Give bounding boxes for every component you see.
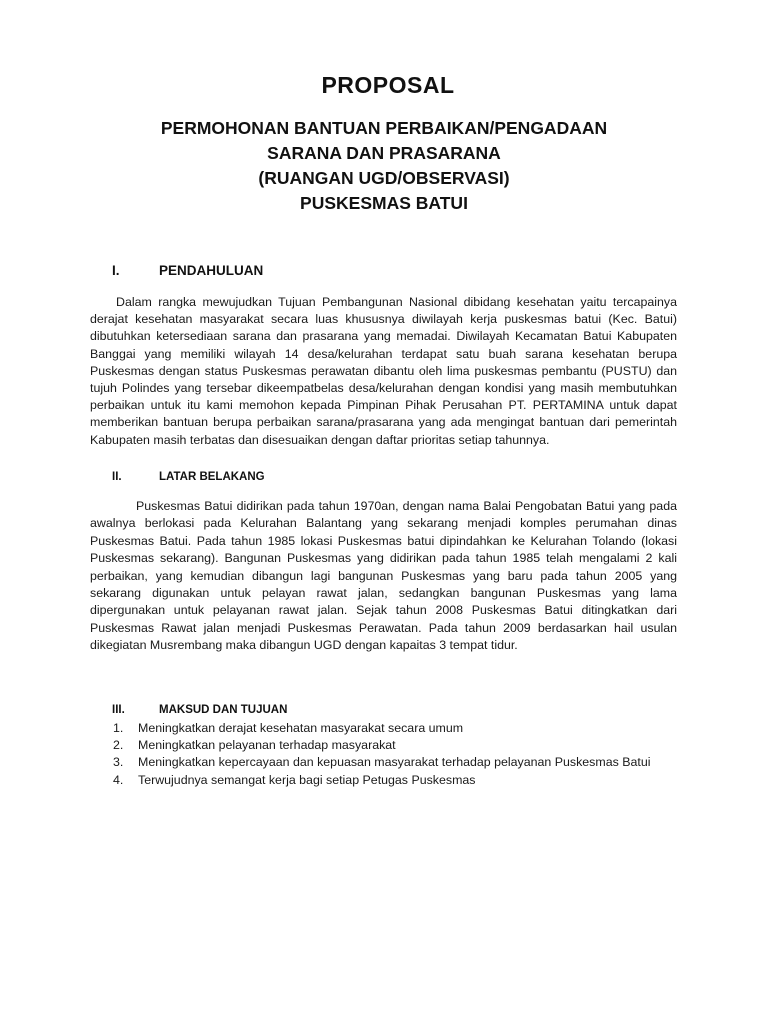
list-item — [90, 720, 677, 737]
section-title: MAKSUD DAN TUJUAN — [159, 704, 288, 716]
section-heading-pendahuluan — [112, 263, 263, 278]
list-item-number: 2. — [113, 738, 124, 753]
pendahuluan-paragraph: Dalam rangka mewujudkan Tujuan Pembangunan Nasional dibidang kesehatan yaitu tercapainya derajat kesehatan masyarakat secara luas khususnya diwilayah kerja puskesmas batui (Kec. Batui) dibutuhkan ketersediaan sarana dan prasarana yang memadai. Diwilayah Kecamatan Batui Kabupaten Banggai yang memiliki wilayah 14 desa/kelurahan terdapat satu buah sarana kesehatan berupa Puskesmas dengan status Puskesmas perawatan dibantu oleh lima puskesmas pembantu (PUSTU) dan tujuh Polindes yang tersebar dikeempatbelas desa/kelurahan dengan kondisi yang masih membutuhkan perbaikan untuk itu kami memohon kepada Pimpinan Pihak Perusahan PT. PERTAMINA untuk dapat memberikan bantuan berupa perbaikan sarana/prasarana yang ada mengingat bantuan dari pemerintah Kabupaten masih terbatas dan disesuaikan dengan daftar prioritas setiap tahunnya. — [90, 295, 677, 447]
goals-list — [90, 720, 677, 789]
section-heading-maksud-tujuan — [112, 704, 287, 716]
list-item — [90, 754, 677, 771]
section-heading-latar-belakang — [112, 471, 265, 483]
list-item-number: 4. — [113, 772, 124, 787]
document-title: PROPOSAL — [321, 72, 455, 98]
list-item — [90, 772, 677, 789]
list-item-text: Meningkatkan pelayanan terhadap masyarakat — [138, 738, 396, 753]
subtitle-line: (RUANGAN UGD/OBSERVASI) — [258, 168, 510, 188]
section-title: LATAR BELAKANG — [159, 471, 265, 483]
list-item-text: Meningkatkan derajat kesehatan masyarakat secara umum — [138, 721, 464, 735]
subtitle-line: SARANA DAN PRASARANA — [267, 143, 501, 163]
list-item-text: Meningkatkan kepercayaan dan kepuasan masyarakat terhadap pelayanan Puskesmas Batui — [138, 755, 651, 770]
document-subtitle — [0, 116, 768, 216]
list-item — [90, 737, 677, 754]
latar-belakang-paragraph: Puskesmas Batui didirikan pada tahun 1970an, dengan nama Balai Pengobatan Batui yang pada awalnya berlokasi pada Kelurahan Balantang yang sekarang menjadi komples perumahan dinas Puskesmas Batui. Pada tahun 1985 lokasi Puskesmas batui dipindahkan ke Kelurahan Tolando (lokasi Puskesmas sekarang). Bangunan Puskesmas yang didirikan pada tahun 1985 telah mengalami 2 kali perbaikan, yang kemudian dibangun lagi bangunan Puskesmas yang baru pada tahun 2005 yang sekarang digunakan untuk pelayan rawat jalan, sedangkan bangunan Puskesmas yang lama dipergunakan untuk pelayanan rawat jalan. Sejak tahun 2008 Puskesmas Batui ditingkatkan dari Puskesmas Rawat jalan menjadi Puskesmas Perawatan. Pada tahun 2009 berdasarkan hail usulan dikegiatan Musrembang maka dibangun UGD dengan kapaitas 3 tempat tidur. — [90, 499, 677, 653]
section-number: I. — [112, 263, 120, 278]
list-item-text: Terwujudnya semangat kerja bagi setiap Petugas Puskesmas — [138, 772, 476, 787]
section-number: II. — [112, 471, 122, 483]
subtitle-line: PERMOHONAN BANTUAN PERBAIKAN/PENGADAAN — [160, 118, 608, 138]
section-number: III. — [112, 704, 125, 716]
list-item-number: 1. — [113, 721, 124, 735]
list-item-number: 3. — [113, 755, 124, 770]
section-title: PENDAHULUAN — [159, 263, 264, 278]
subtitle-line: PUSKESMAS BATUI — [300, 193, 468, 213]
